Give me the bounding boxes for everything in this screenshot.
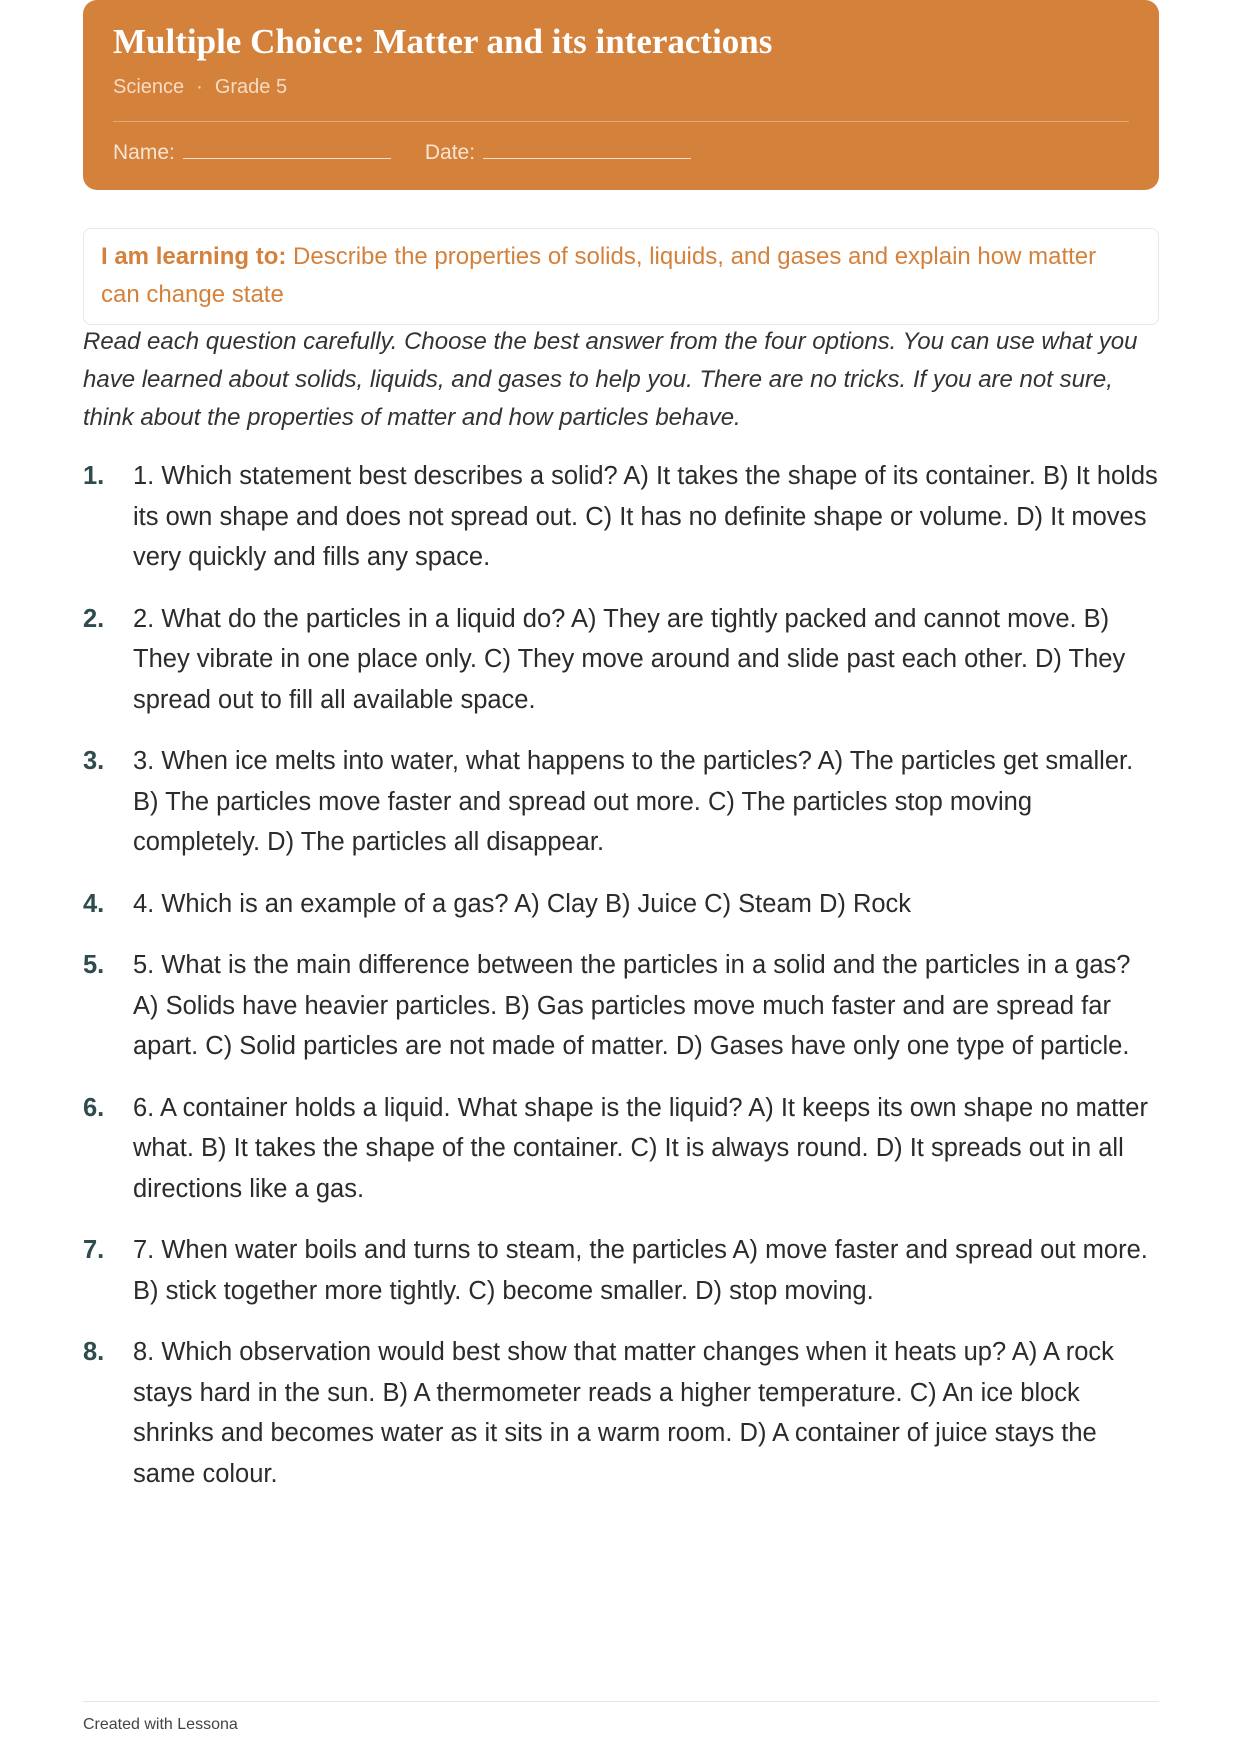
- question-item: [83, 884, 1159, 925]
- question-number: 2.: [83, 604, 105, 633]
- name-blank-line[interactable]: [183, 140, 391, 159]
- subject-grade: [113, 76, 287, 99]
- question-text: 5. What is the main difference between the particles in a solid and the particles in a gas? A) Solids have heavier particles. B) Gas particles move much faster and are spread far apart. C) Solid particles are not made of matter. D) Gases have only one type of particle.: [133, 951, 1131, 1060]
- question-text: 3. When ice melts into water, what happens to the particles? A) The particles get smaller. B) The particles move faster and spread out more. C) The particles stop moving completely. D) The particles all disappear.: [133, 747, 1134, 856]
- learning-objective-box: [83, 228, 1159, 325]
- question-number: 1.: [83, 462, 105, 490]
- learning-objective-text: Describe the properties of solids, liquids, and gases and explain how matter can change state: [101, 243, 1097, 308]
- question-number: 6.: [83, 1093, 105, 1122]
- question-number: 5.: [83, 951, 105, 979]
- question-number: 8.: [83, 1338, 105, 1366]
- grade-label: Grade 5: [214, 76, 288, 98]
- question-item: [83, 1088, 1159, 1210]
- page-title: Multiple Choice: Matter and its interactions: [113, 22, 773, 61]
- question-text: 1. Which statement best describes a solid? A) It takes the shape of its container. B) It holds its own shape and does not spread out. C) It has no definite shape or volume. D) It moves very quickly and fills any space.: [133, 462, 1158, 571]
- date-blank-line[interactable]: [483, 140, 691, 159]
- question-item: [83, 1230, 1159, 1311]
- question-text: 6. A container holds a liquid. What shape is the liquid? A) It keeps its own shape no matter what. B) It takes the shape of the container. C) It is always round. D) It spreads out in all directions like a gas.: [133, 1093, 1148, 1203]
- question-text: 2. What do the particles in a liquid do? A) They are tightly packed and cannot move. B) They vibrate in one place only. C) They move around and slide past each other. D) They spread out to fill all available space.: [133, 604, 1126, 714]
- name-label: Name:: [113, 141, 175, 164]
- question-item: [83, 456, 1159, 578]
- meta-separator: ·: [196, 76, 203, 98]
- header-banner: [83, 0, 1159, 190]
- header-divider: [113, 121, 1129, 122]
- question-item: [83, 1332, 1159, 1494]
- question-list: [83, 456, 1159, 1515]
- question-number: 4.: [83, 889, 105, 918]
- footer-divider: [83, 1701, 1159, 1702]
- question-text: 4. Which is an example of a gas? A) Clay B) Juice C) Steam D) Rock: [133, 889, 912, 918]
- footer-credit: Created with Lessona: [83, 1716, 238, 1733]
- date-label: Date:: [424, 141, 476, 164]
- name-date-fields: [113, 140, 691, 165]
- question-number: 3.: [83, 747, 105, 775]
- question-item: [83, 599, 1159, 721]
- question-text: 8. Which observation would best show that matter changes when it heats up? A) A rock stays hard in the sun. B) A thermometer reads a higher temperature. C) An ice block shrinks and becomes water as it sits in a warm room. D) A container of juice stays the same colour.: [133, 1338, 1114, 1488]
- question-number: 7.: [83, 1236, 105, 1264]
- question-item: [83, 945, 1159, 1067]
- name-field: [113, 140, 391, 165]
- worksheet-page: [83, 0, 1159, 1488]
- subject-label: Science: [113, 76, 185, 98]
- instructions-text: Read each question carefully. Choose the best answer from the four options. You can use what you have learned about solids, liquids, and gases to help you. There are no tricks. If you are not sure, think about the properties of matter and how particles behave.: [83, 328, 1138, 431]
- question-item: [83, 741, 1159, 863]
- learning-label: I am learning to:: [101, 243, 287, 270]
- date-field: [425, 140, 691, 165]
- question-text: 7. When water boils and turns to steam, the particles A) move faster and spread out more. B) stick together more tightly. C) become smaller. D) stop moving.: [133, 1236, 1148, 1305]
